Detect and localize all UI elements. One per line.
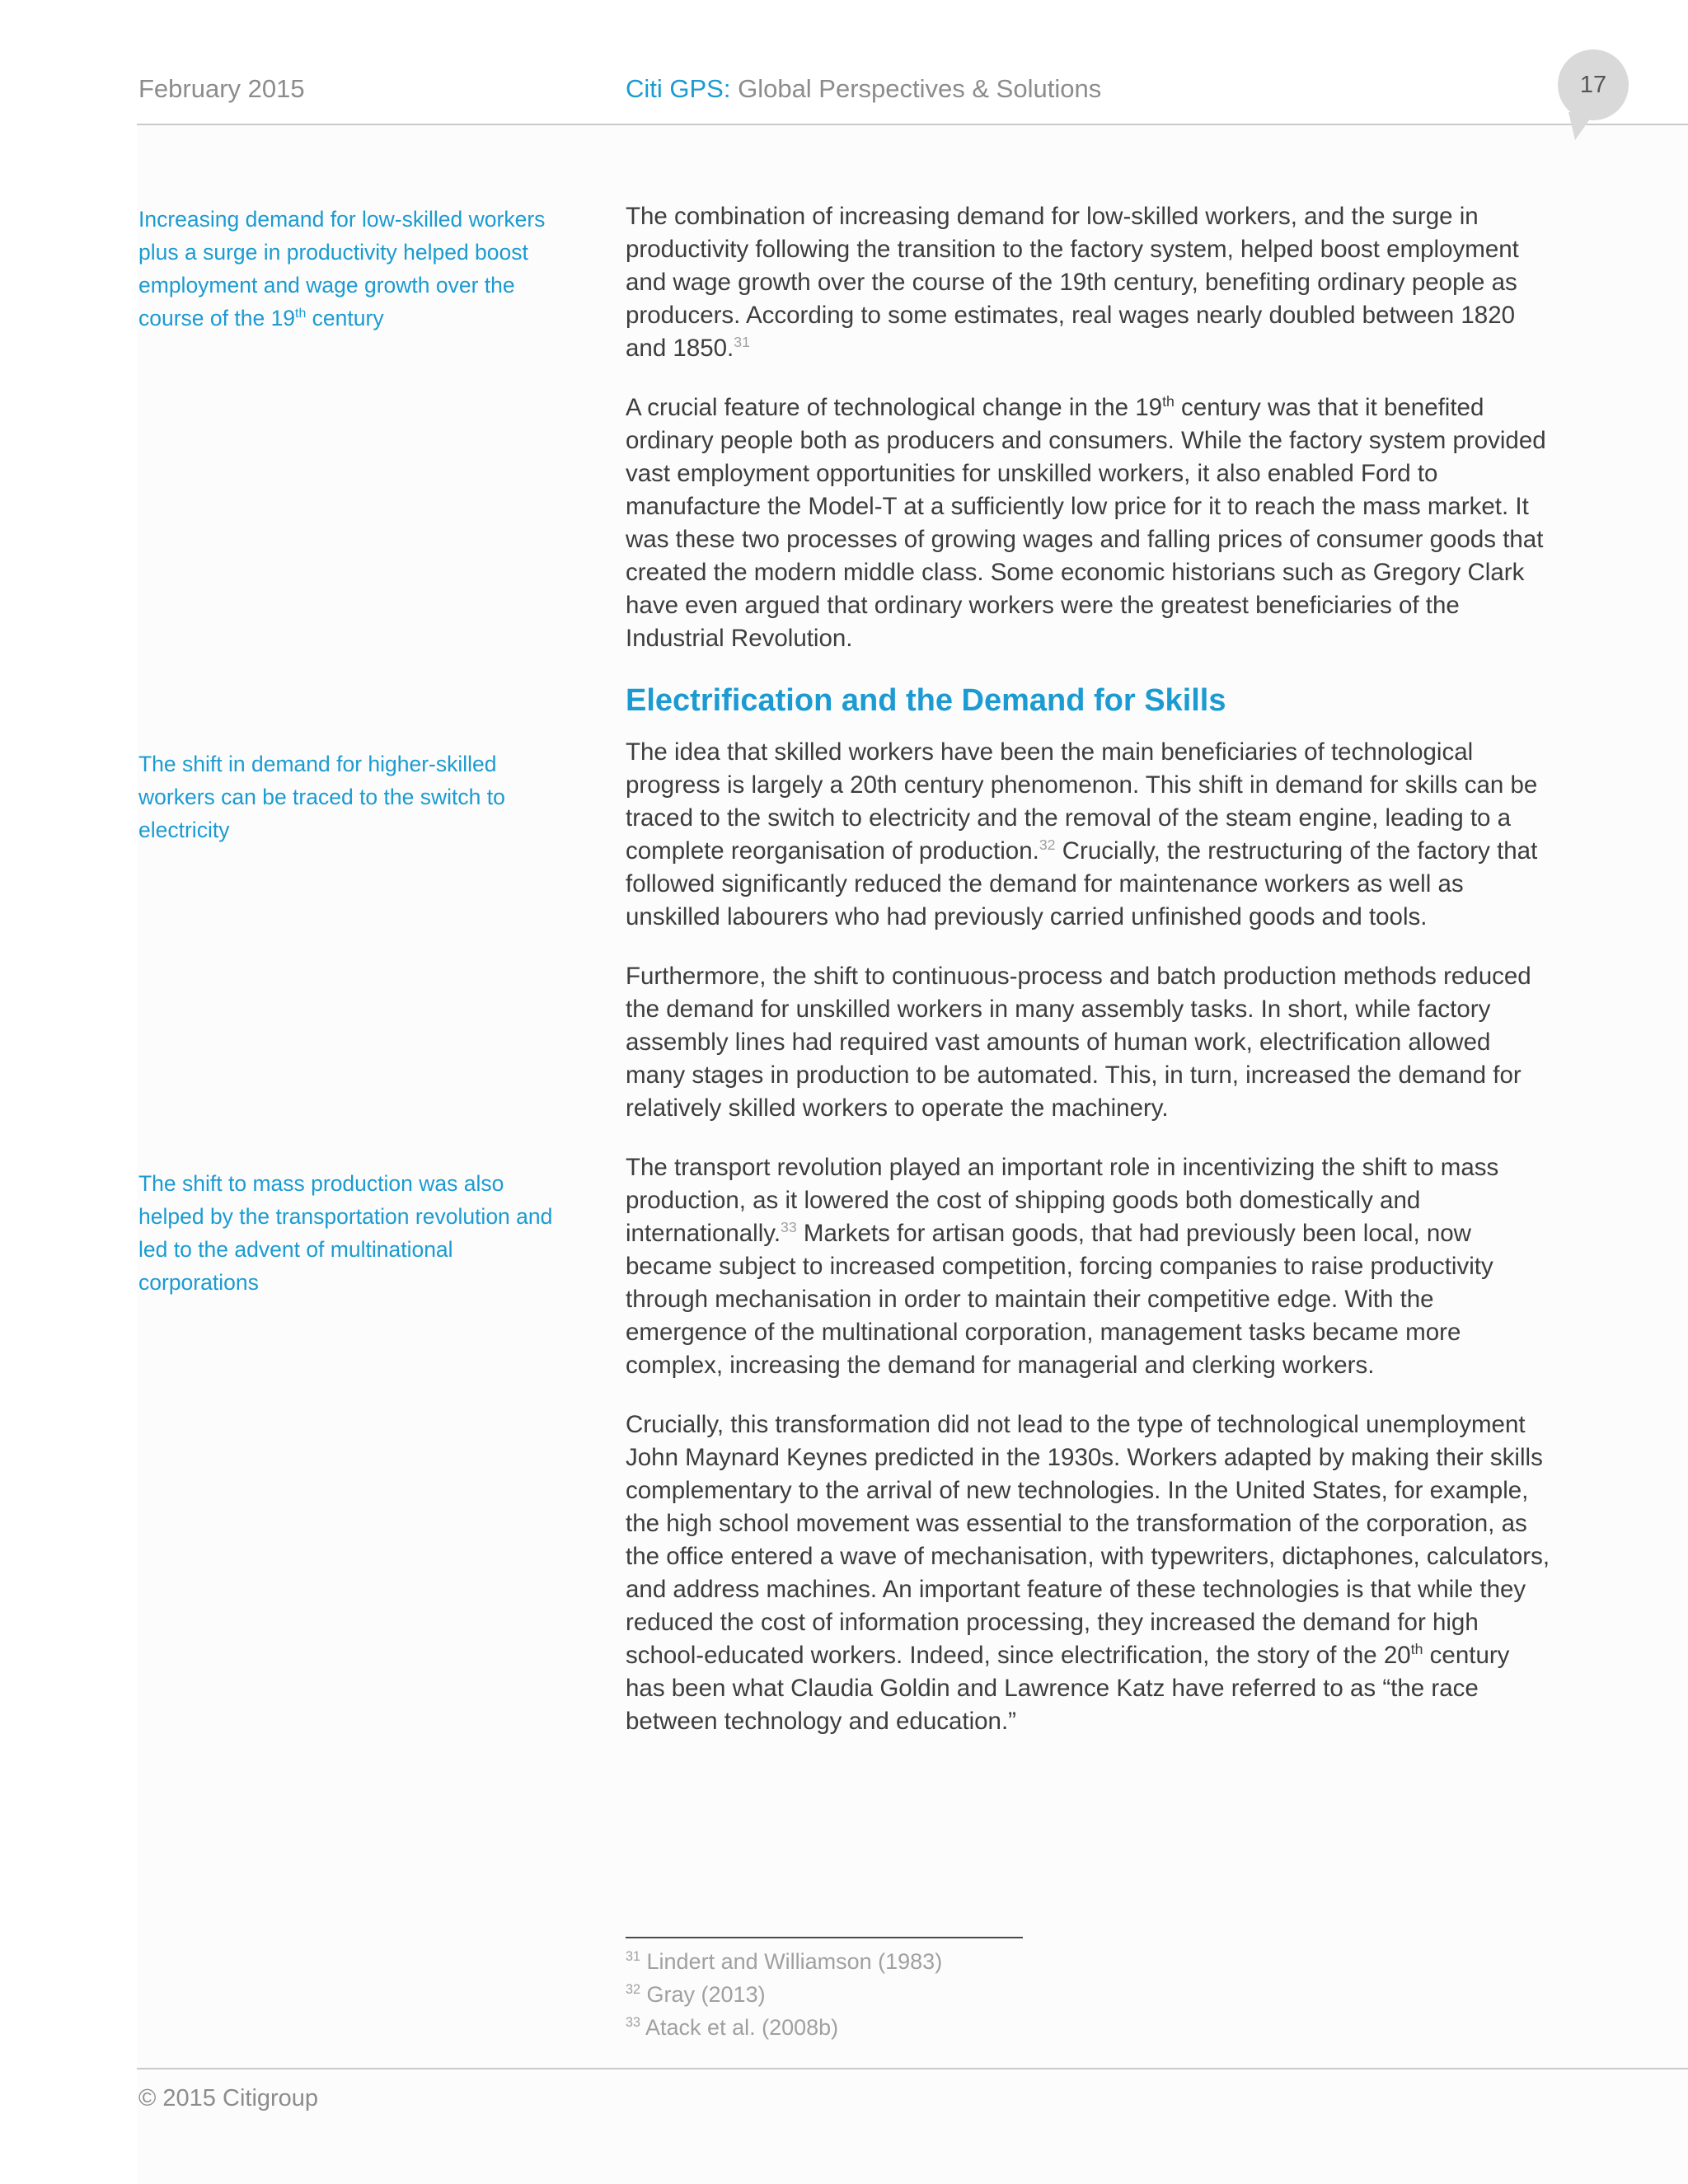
brand-tagline: Global Perspectives & Solutions [730,74,1102,103]
footnote-reference[interactable]: 33 [781,1219,797,1236]
page-number-badge: 17 [1558,49,1629,120]
ordinal-suffix: th [1410,1641,1423,1658]
paragraph-text: The combination of increasing demand for low-skilled workers, and the surge in productivity following the transition to the factory system, helped boost employment and wage growth over the course of the 19th century, benefiting ordinary people as producers. According to some estimates, real wages nearly doubled between 1820 and 1850. [626,203,1519,362]
paragraph-5 [626,1151,1553,1382]
footnotes [626,1945,1285,2044]
footnote-number: 33 [626,2015,641,2030]
sidenote-mass-production: The shift to mass production was also helped by the transportation revolution and led to the advent of multinational corporations [138,1171,553,1295]
header-brand [626,74,1101,104]
footer-divider [137,2068,1688,2069]
paragraph-text: A crucial feature of technological change in the 19 [626,394,1163,421]
paragraph-6 [626,1408,1553,1738]
header-divider [137,124,1688,125]
footnote-reference[interactable]: 32 [1039,837,1056,854]
paragraph-text: The idea that skilled workers have been the main beneficiaries of technological progress is largely a 20th century phenomenon. This shift in demand for skills can be traced to the switch to electricity and the removal of the steam engine, leading to a complete reorganisation of production. [626,738,1538,865]
footnote-number: 31 [626,1949,641,1964]
sidenote-text: century [306,306,384,330]
paragraph-3 [626,736,1553,934]
paragraph-1 [626,200,1553,365]
paragraph-2 [626,391,1553,655]
footnote-number: 32 [626,1982,641,1997]
main-body [626,200,1553,1765]
paragraph-4: Furthermore, the shift to continuous-process and batch production methods reduced the demand for unskilled workers in many assembly tasks. In short, while factory assembly lines had required vast amounts of human work, electrification allowed many stages in production to be automated. This, in turn, increased the demand for relatively skilled workers to operate the machinery. [626,963,1531,1122]
paragraph-text: Crucially, the restructuring of the factory that followed significantly reduced the demand for maintenance workers as well as unskilled labourers who had previously carried unfinished goods and tools. [626,837,1538,930]
footnote-text: Atack et al. (2008b) [640,2015,839,2040]
footnote-item [626,1945,1285,1978]
sidenote-text: Increasing demand for low-skilled workers plus a surge in productivity helped boost employment and wage growth over the course of the 19 [138,207,546,330]
footer-copyright: © 2015 Citigroup [138,2085,319,2111]
paragraph-text: Markets for artisan goods, that had previously been local, now became subject to increased competition, forcing companies to raise productivity through mechanisation in order to maintain their competitive edge. With the emergence of the multinational corporation, management tasks became more complex, increasing the demand for managerial and clerking workers. [626,1220,1493,1379]
header-date: February 2015 [138,74,305,103]
section-heading: Electrification and the Demand for Skills [626,683,1226,718]
footnote-reference[interactable]: 31 [734,334,750,351]
ordinal-suffix: th [295,307,307,321]
footnote-divider [626,1937,1023,1938]
sidenote-productivity [138,203,567,335]
paragraph-text: Crucially, this transformation did not lead to the type of technological unemployment John Maynard Keynes predicted in the 1930s. Workers adapted by making their skills complementary to the arrival of new technologies. In the United States, for example, the high school movement was essential to the transformation of the corporation, as the office entered a wave of mechanisation, with typewriters, dictaphones, calculators, and address machines. An important feature of these technologies is that while they reduced the cost of information processing, they increased the demand for high school-educated workers. Indeed, since electrification, the story of the 20 [626,1411,1550,1669]
footnote-item [626,1978,1285,2011]
paragraph-text: The transport revolution played an important role in incentivizing the shift to mass production, as it lowered the cost of shipping goods both domestically and internationally. [626,1154,1499,1247]
brand-name: Citi GPS: [626,74,731,103]
footnote-item [626,2011,1285,2044]
sidenote-electricity: The shift in demand for higher-skilled workers can be traced to the switch to electricity [138,752,505,842]
paragraph-text: century was that it benefited ordinary people both as producers and consumers. While the factory system provided vast employment opportunities for unskilled workers, it also enabled Ford to manufacture the Model-T at a sufficiently low price for it to reach the mass market. It was these two processes of growing wages and falling prices of consumer goods that created the modern middle class. Some economic historians such as Gregory Clark have even argued that ordinary workers were the greatest beneficiaries of the Industrial Revolution. [626,394,1546,652]
footnote-text: Gray (2013) [640,1982,766,2007]
footnote-text: Lindert and Williamson (1983) [640,1949,943,1974]
paragraph-text: century has been what Claudia Goldin and Lawrence Katz have referred to as “the race between technology and education.” [626,1642,1510,1735]
ordinal-suffix: th [1162,393,1175,410]
